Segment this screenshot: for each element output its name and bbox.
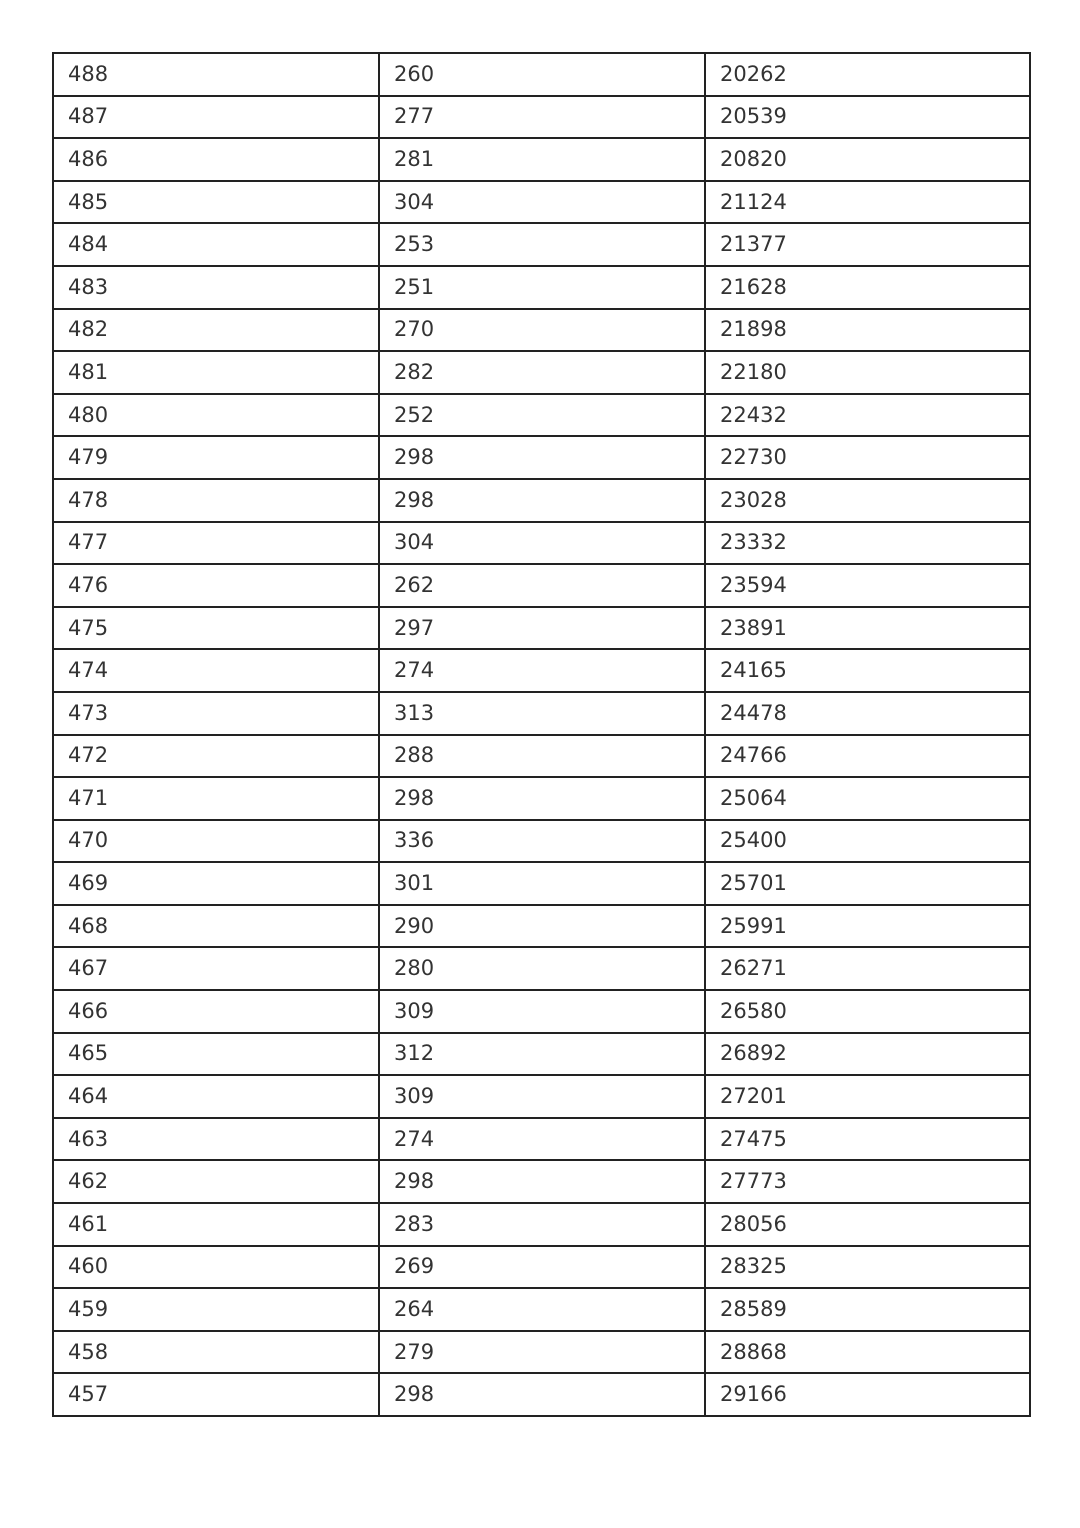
score-cell: 475 xyxy=(53,607,379,650)
cumulative-cell: 28056 xyxy=(705,1203,1030,1246)
count-cell: 312 xyxy=(379,1033,705,1076)
cumulative-cell: 29166 xyxy=(705,1373,1030,1416)
table-row xyxy=(53,692,1030,735)
cumulative-cell: 20820 xyxy=(705,138,1030,181)
cumulative-cell: 26580 xyxy=(705,990,1030,1033)
count-cell: 270 xyxy=(379,309,705,352)
table-row xyxy=(53,479,1030,522)
table-row xyxy=(53,947,1030,990)
count-cell: 283 xyxy=(379,1203,705,1246)
score-table xyxy=(52,52,1031,1417)
score-cell: 478 xyxy=(53,479,379,522)
score-cell: 488 xyxy=(53,53,379,96)
table-row xyxy=(53,564,1030,607)
table-row xyxy=(53,181,1030,224)
cumulative-cell: 27475 xyxy=(705,1118,1030,1161)
table-row xyxy=(53,607,1030,650)
table-row xyxy=(53,862,1030,905)
count-cell: 274 xyxy=(379,649,705,692)
count-cell: 301 xyxy=(379,862,705,905)
score-cell: 471 xyxy=(53,777,379,820)
cumulative-cell: 22730 xyxy=(705,436,1030,479)
cumulative-cell: 27201 xyxy=(705,1075,1030,1118)
table-row xyxy=(53,351,1030,394)
cumulative-cell: 26271 xyxy=(705,947,1030,990)
table-row xyxy=(53,820,1030,863)
count-cell: 260 xyxy=(379,53,705,96)
cumulative-cell: 28868 xyxy=(705,1331,1030,1374)
count-cell: 280 xyxy=(379,947,705,990)
count-cell: 281 xyxy=(379,138,705,181)
cumulative-cell: 23028 xyxy=(705,479,1030,522)
cumulative-cell: 21377 xyxy=(705,223,1030,266)
cumulative-cell: 24165 xyxy=(705,649,1030,692)
score-cell: 476 xyxy=(53,564,379,607)
count-cell: 298 xyxy=(379,1160,705,1203)
score-cell: 473 xyxy=(53,692,379,735)
score-cell: 472 xyxy=(53,735,379,778)
count-cell: 298 xyxy=(379,436,705,479)
table-row xyxy=(53,309,1030,352)
cumulative-cell: 23332 xyxy=(705,522,1030,565)
cumulative-cell: 25400 xyxy=(705,820,1030,863)
score-cell: 486 xyxy=(53,138,379,181)
cumulative-cell: 20262 xyxy=(705,53,1030,96)
count-cell: 288 xyxy=(379,735,705,778)
score-cell: 470 xyxy=(53,820,379,863)
score-cell: 469 xyxy=(53,862,379,905)
table-row xyxy=(53,777,1030,820)
count-cell: 251 xyxy=(379,266,705,309)
cumulative-cell: 25701 xyxy=(705,862,1030,905)
score-cell: 481 xyxy=(53,351,379,394)
count-cell: 313 xyxy=(379,692,705,735)
count-cell: 262 xyxy=(379,564,705,607)
score-cell: 464 xyxy=(53,1075,379,1118)
score-cell: 458 xyxy=(53,1331,379,1374)
count-cell: 252 xyxy=(379,394,705,437)
cumulative-cell: 24766 xyxy=(705,735,1030,778)
score-cell: 466 xyxy=(53,990,379,1033)
table-row xyxy=(53,138,1030,181)
score-cell: 465 xyxy=(53,1033,379,1076)
table-row xyxy=(53,1118,1030,1161)
cumulative-cell: 27773 xyxy=(705,1160,1030,1203)
cumulative-cell: 21628 xyxy=(705,266,1030,309)
score-cell: 484 xyxy=(53,223,379,266)
cumulative-cell: 28589 xyxy=(705,1288,1030,1331)
cumulative-cell: 22432 xyxy=(705,394,1030,437)
table-row xyxy=(53,522,1030,565)
cumulative-cell: 21124 xyxy=(705,181,1030,224)
table-row xyxy=(53,266,1030,309)
score-cell: 477 xyxy=(53,522,379,565)
table-row xyxy=(53,990,1030,1033)
score-cell: 461 xyxy=(53,1203,379,1246)
count-cell: 309 xyxy=(379,990,705,1033)
score-cell: 459 xyxy=(53,1288,379,1331)
table-row xyxy=(53,1203,1030,1246)
count-cell: 309 xyxy=(379,1075,705,1118)
score-cell: 462 xyxy=(53,1160,379,1203)
table-row xyxy=(53,649,1030,692)
table-row xyxy=(53,905,1030,948)
count-cell: 304 xyxy=(379,181,705,224)
count-cell: 298 xyxy=(379,777,705,820)
cumulative-cell: 25064 xyxy=(705,777,1030,820)
count-cell: 264 xyxy=(379,1288,705,1331)
count-cell: 274 xyxy=(379,1118,705,1161)
table-row xyxy=(53,394,1030,437)
score-cell: 474 xyxy=(53,649,379,692)
cumulative-cell: 22180 xyxy=(705,351,1030,394)
cumulative-cell: 21898 xyxy=(705,309,1030,352)
score-cell: 480 xyxy=(53,394,379,437)
table-row xyxy=(53,1033,1030,1076)
table-row xyxy=(53,96,1030,139)
count-cell: 253 xyxy=(379,223,705,266)
count-cell: 277 xyxy=(379,96,705,139)
cumulative-cell: 28325 xyxy=(705,1246,1030,1289)
table-body xyxy=(53,53,1030,1416)
score-cell: 483 xyxy=(53,266,379,309)
score-cell: 457 xyxy=(53,1373,379,1416)
table-row xyxy=(53,1075,1030,1118)
table-row xyxy=(53,53,1030,96)
score-cell: 487 xyxy=(53,96,379,139)
score-cell: 460 xyxy=(53,1246,379,1289)
count-cell: 282 xyxy=(379,351,705,394)
count-cell: 297 xyxy=(379,607,705,650)
score-cell: 479 xyxy=(53,436,379,479)
score-cell: 485 xyxy=(53,181,379,224)
count-cell: 336 xyxy=(379,820,705,863)
table-row xyxy=(53,436,1030,479)
cumulative-cell: 23594 xyxy=(705,564,1030,607)
cumulative-cell: 26892 xyxy=(705,1033,1030,1076)
count-cell: 304 xyxy=(379,522,705,565)
score-cell: 468 xyxy=(53,905,379,948)
table-row xyxy=(53,735,1030,778)
count-cell: 279 xyxy=(379,1331,705,1374)
table-row xyxy=(53,1288,1030,1331)
cumulative-cell: 24478 xyxy=(705,692,1030,735)
table-row xyxy=(53,223,1030,266)
score-cell: 463 xyxy=(53,1118,379,1161)
count-cell: 269 xyxy=(379,1246,705,1289)
cumulative-cell: 25991 xyxy=(705,905,1030,948)
cumulative-cell: 20539 xyxy=(705,96,1030,139)
table-row xyxy=(53,1373,1030,1416)
score-cell: 467 xyxy=(53,947,379,990)
score-cell: 482 xyxy=(53,309,379,352)
cumulative-cell: 23891 xyxy=(705,607,1030,650)
count-cell: 298 xyxy=(379,1373,705,1416)
count-cell: 298 xyxy=(379,479,705,522)
table-row xyxy=(53,1160,1030,1203)
table-row xyxy=(53,1246,1030,1289)
table-row xyxy=(53,1331,1030,1374)
count-cell: 290 xyxy=(379,905,705,948)
